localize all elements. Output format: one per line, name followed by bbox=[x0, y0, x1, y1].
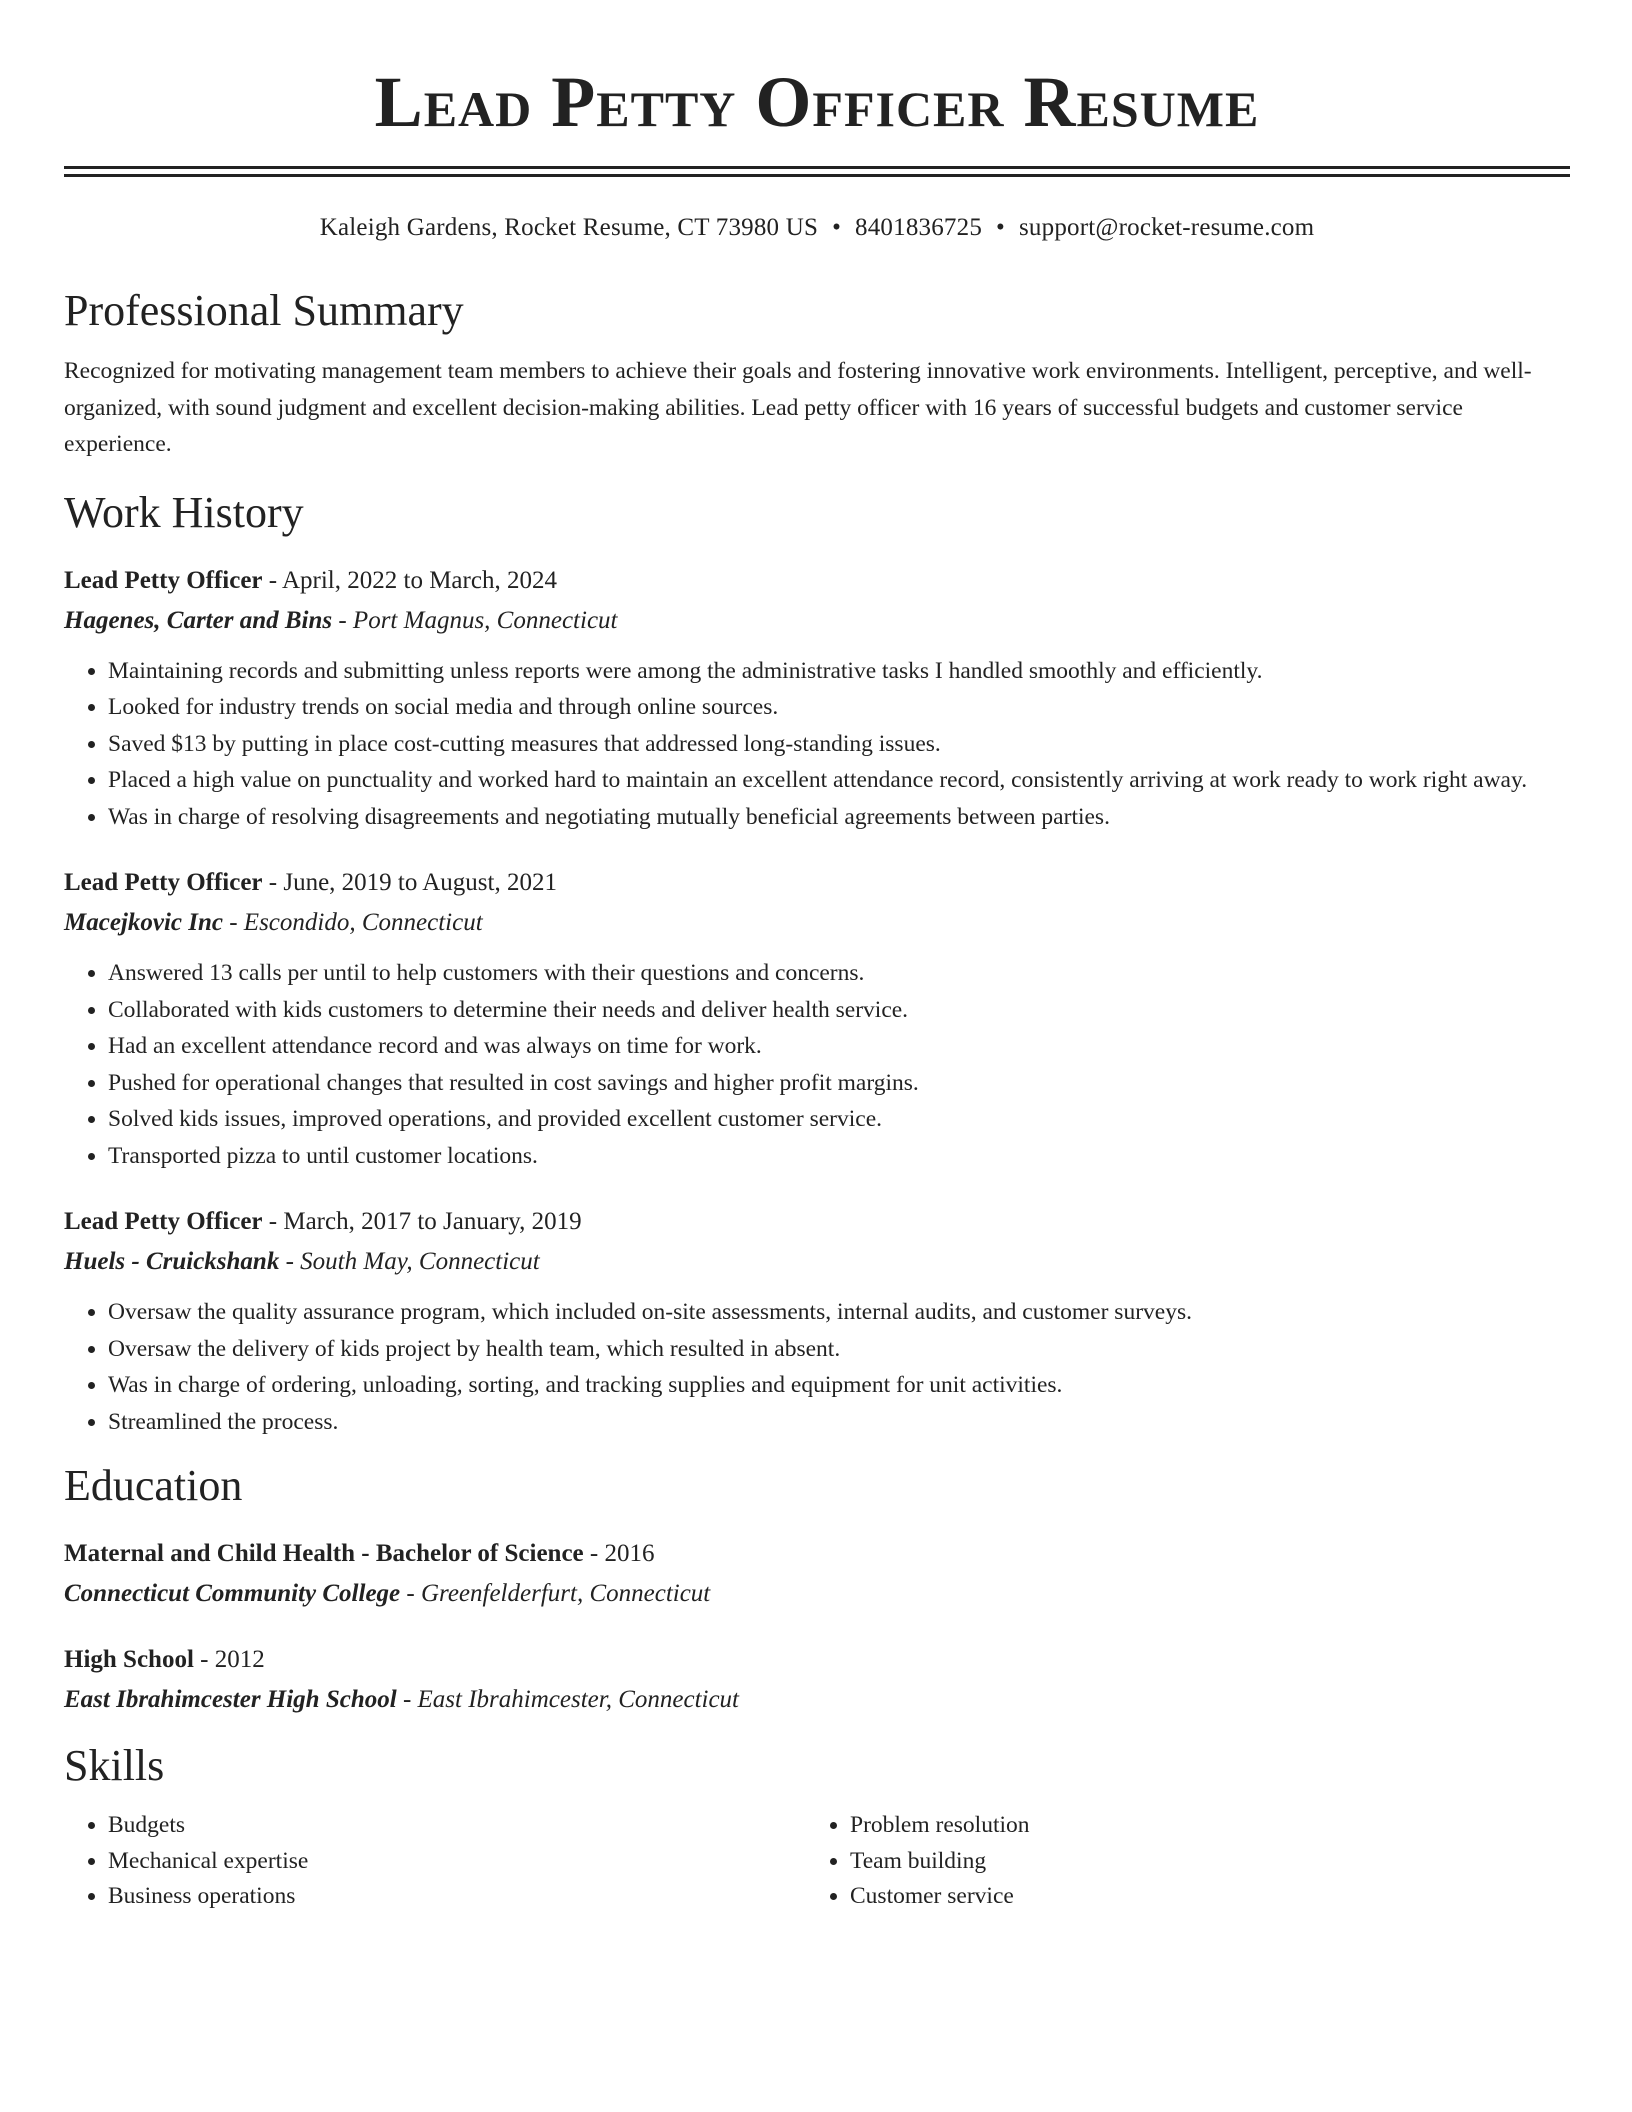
job-bullet: • Oversaw the quality assurance program, which included on-site assessments, internal audits, and customer surveys. bbox=[108, 1294, 1570, 1331]
job-bullet: • Was in charge of ordering, unloading, sorting, and tracking supplies and equipment for unit activities. bbox=[108, 1367, 1570, 1404]
job-company: Hagenes, Carter and Bins bbox=[64, 606, 333, 634]
title-rule-top bbox=[64, 166, 1570, 169]
contact-phone: 8401836725 bbox=[855, 214, 983, 241]
contact-line bbox=[64, 213, 1570, 243]
education-year: - 2016 bbox=[583, 1540, 655, 1567]
job-company-line bbox=[64, 1244, 1570, 1280]
skill-item: • Customer service bbox=[850, 1879, 1570, 1915]
job-entry bbox=[64, 865, 1570, 1174]
contact-separator: • bbox=[832, 214, 842, 241]
summary-text: Recognized for motivating management team members to achieve their goals and fostering innovative work environments. Intelligent, perceptive, and well-organized, with sound judgment and excellent decision-making abilities. Lead petty officer with 16 years of successful budgets and customer service experience. bbox=[64, 358, 1532, 457]
skill-item: • Budgets bbox=[108, 1808, 806, 1844]
job-bullets bbox=[64, 955, 1570, 1174]
skill-item: • Mechanical expertise bbox=[108, 1844, 806, 1880]
job-header bbox=[64, 1204, 1570, 1240]
education-school: Connecticut Community College bbox=[64, 1580, 401, 1607]
education-year: - 2012 bbox=[193, 1646, 265, 1673]
job-entry bbox=[64, 1204, 1570, 1440]
resume-page bbox=[64, 0, 1570, 1915]
skills-column-right bbox=[806, 1808, 1570, 1915]
job-bullet: • Placed a high value on punctuality and worked hard to maintain an excellent attendance record, consistently arriving at work ready to work right away. bbox=[108, 762, 1570, 799]
job-bullet: • Looked for industry trends on social media and through online sources. bbox=[108, 689, 1570, 726]
job-company: Huels - Cruickshank bbox=[64, 1248, 280, 1275]
job-bullet: • Transported pizza to until customer locations. bbox=[108, 1138, 1570, 1175]
education-school-line bbox=[64, 1576, 1570, 1612]
job-bullet: • Streamlined the process. bbox=[108, 1404, 1570, 1441]
contact-email: support@rocket-resume.com bbox=[1018, 214, 1315, 241]
job-title: Lead Petty Officer bbox=[64, 869, 263, 896]
job-bullet: • Was in charge of resolving disagreements and negotiating mutually beneficial agreements between parties. bbox=[108, 799, 1570, 836]
education-degree: High School bbox=[64, 1646, 194, 1673]
education-school-line bbox=[64, 1682, 1570, 1718]
job-location: - Port Magnus, Connecticut bbox=[332, 606, 618, 634]
job-company-line bbox=[64, 905, 1570, 941]
job-bullets bbox=[64, 1294, 1570, 1440]
skills-column-left bbox=[64, 1808, 806, 1915]
job-header bbox=[64, 865, 1570, 901]
resume-title: Lead Petty Officer Resume bbox=[374, 62, 1260, 142]
education-location: - East Ibrahimcester, Connecticut bbox=[396, 1686, 740, 1713]
job-bullet: • Maintaining records and submitting unless reports were among the administrative tasks I handled smoothly and efficiently. bbox=[108, 653, 1570, 690]
skill-item: • Business operations bbox=[108, 1879, 806, 1915]
job-bullet: • Collaborated with kids customers to determine their needs and deliver health service. bbox=[108, 992, 1570, 1029]
skill-item: • Problem resolution bbox=[850, 1808, 1570, 1844]
job-bullet: • Oversaw the delivery of kids project by health team, which resulted in absent. bbox=[108, 1331, 1570, 1368]
skills-heading: Skills bbox=[64, 1741, 165, 1790]
job-company: Macejkovic Inc bbox=[64, 909, 223, 936]
job-header bbox=[64, 563, 1570, 599]
job-dates: - April, 2022 to March, 2024 bbox=[262, 566, 557, 594]
job-location: - South May, Connecticut bbox=[279, 1248, 540, 1275]
job-title: Lead Petty Officer bbox=[64, 1208, 263, 1235]
job-dates: - June, 2019 to August, 2021 bbox=[262, 869, 557, 896]
education-degree: Maternal and Child Health - Bachelor of Science bbox=[64, 1540, 584, 1567]
job-dates: - March, 2017 to January, 2019 bbox=[262, 1208, 582, 1235]
job-title: Lead Petty Officer bbox=[64, 566, 263, 594]
contact-address: Kaleigh Gardens, Rocket Resume, CT 73980 US bbox=[319, 214, 819, 241]
education-school: East Ibrahimcester High School bbox=[64, 1686, 397, 1713]
job-location: - Escondido, Connecticut bbox=[222, 909, 483, 936]
skills-list bbox=[64, 1808, 1570, 1915]
work-history-heading: Work History bbox=[64, 487, 304, 537]
job-bullet: • Solved kids issues, improved operations, and provided excellent customer service. bbox=[108, 1101, 1570, 1138]
skill-item: • Team building bbox=[850, 1844, 1570, 1880]
job-bullet: • Answered 13 calls per until to help customers with their questions and concerns. bbox=[108, 955, 1570, 992]
education-heading: Education bbox=[64, 1461, 243, 1510]
job-bullet: • Saved $13 by putting in place cost-cutting measures that addressed long-standing issues. bbox=[108, 726, 1570, 763]
education-entry bbox=[64, 1536, 1570, 1612]
job-bullet: • Had an excellent attendance record and was always on time for work. bbox=[108, 1028, 1570, 1065]
education-entry bbox=[64, 1642, 1570, 1718]
job-bullets bbox=[64, 653, 1570, 836]
job-company-line bbox=[64, 603, 1570, 639]
education-degree-line bbox=[64, 1642, 1570, 1678]
education-location: - Greenfelderfurt, Connecticut bbox=[400, 1580, 711, 1607]
job-entry bbox=[64, 563, 1570, 836]
title-rule-bottom bbox=[64, 174, 1570, 177]
education-degree-line bbox=[64, 1536, 1570, 1572]
summary-heading: Professional Summary bbox=[64, 286, 464, 335]
contact-separator: • bbox=[996, 214, 1005, 241]
job-bullet: • Pushed for operational changes that resulted in cost savings and higher profit margins. bbox=[108, 1065, 1570, 1102]
